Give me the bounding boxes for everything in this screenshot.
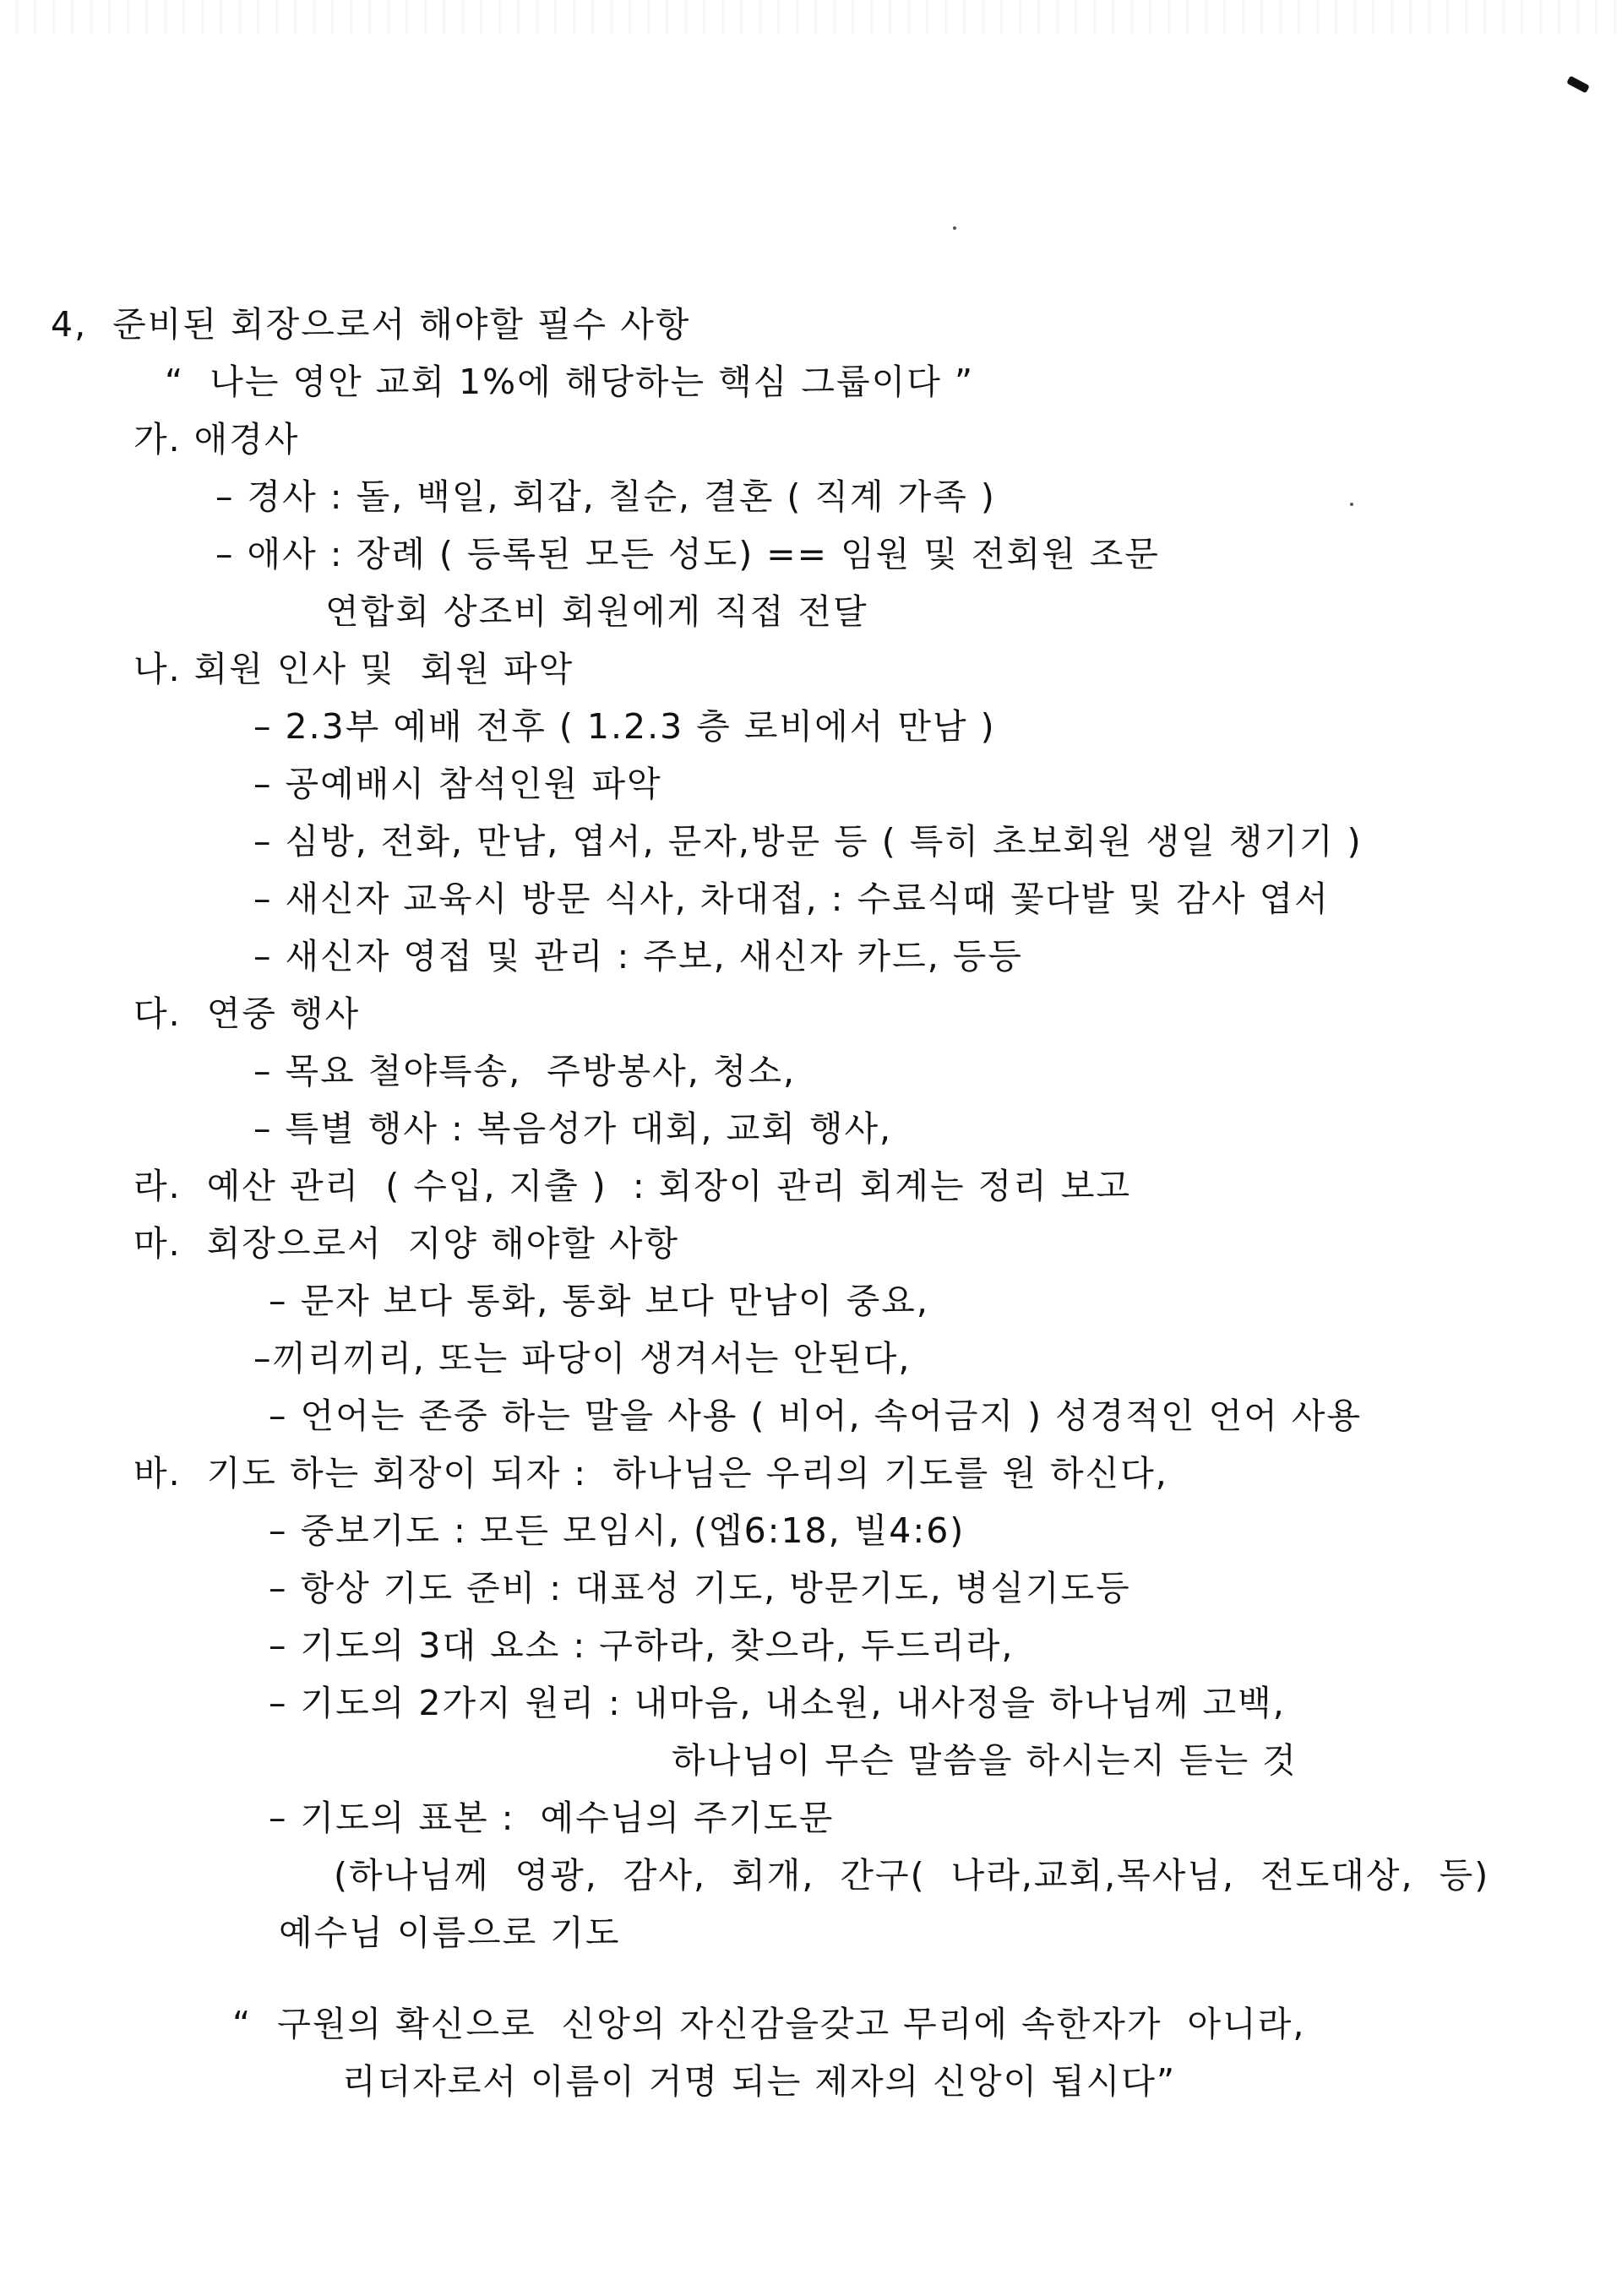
scan-noise-edge bbox=[0, 0, 1622, 34]
section-title: 4, 준비된 회장으로서 해야할 필수 사항 bbox=[51, 304, 691, 345]
closing-quote-line: 리더자로서 이름이 거명 되는 제자의 신앙이 됩시다” bbox=[342, 2061, 1177, 2102]
section-heading: 바. 기도 하는 회장이 되자 : 하나님은 우리의 기도를 원 하신다, bbox=[133, 1453, 1168, 1493]
section-heading: 라. 예산 관리 ( 수입, 지출 ) : 회장이 관리 회계는 정리 보고 bbox=[133, 1166, 1132, 1206]
quote-line: “ 나는 영안 교회 1%에 해당하는 핵심 그룹이다 ” bbox=[165, 362, 975, 402]
list-item: – 2.3부 예배 전후 ( 1.2.3 층 로비에서 만남 ) bbox=[253, 706, 996, 747]
list-item: – 항상 기도 준비 : 대표성 기도, 방문기도, 병실기도등 bbox=[269, 1568, 1131, 1608]
list-item: – 기도의 2가지 원리 : 내마음, 내소원, 내사정을 하나님께 고백, bbox=[269, 1683, 1286, 1723]
list-item: – 기도의 표본 : 예수님의 주기도문 bbox=[269, 1798, 835, 1838]
list-item: – 문자 보다 통화, 통화 보다 만남이 중요, bbox=[269, 1281, 929, 1321]
list-item-continuation: (하나님께 영광, 감사, 회개, 간구( 나라,교회,목사님, 전도대상, 등) bbox=[334, 1855, 1490, 1896]
list-item: – 새신자 교육시 방문 식사, 차대접, : 수료식때 꽃다발 및 감사 엽서 bbox=[253, 879, 1330, 919]
list-item: – 기도의 3대 요소 : 구하라, 찾으라, 두드리라, bbox=[269, 1625, 1015, 1666]
section-heading: 마. 회장으로서 지양 해야할 사항 bbox=[133, 1223, 680, 1264]
list-item: – 목요 철야특송, 주방봉사, 청소, bbox=[253, 1051, 797, 1091]
list-item-continuation: 연합회 상조비 회원에게 직접 전달 bbox=[325, 591, 868, 632]
section-heading: 나. 회원 인사 및 회원 파악 bbox=[133, 649, 574, 689]
list-item: – 애사 : 장례 ( 등록된 모든 성도) == 임원 및 전회원 조문 bbox=[215, 534, 1160, 574]
section-heading: 가. 애경사 bbox=[133, 419, 300, 460]
list-item: –끼리끼리, 또는 파당이 생겨서는 안된다, bbox=[253, 1338, 912, 1379]
list-item: – 특별 행사 : 복음성가 대회, 교회 행사, bbox=[253, 1108, 893, 1149]
list-item: – 경사 : 돌, 백일, 회갑, 칠순, 결혼 ( 직계 가족 ) bbox=[215, 476, 996, 517]
list-item-continuation: 예수님 이름으로 기도 bbox=[279, 1912, 621, 1953]
list-item: – 언어는 존중 하는 말을 사용 ( 비어, 속어금지 ) 성경적인 언어 사용 bbox=[269, 1396, 1363, 1436]
scan-speck-dot bbox=[953, 226, 956, 230]
closing-quote-line: “ 구원의 확신으로 신앙의 자신감을갖고 무리에 속한자가 아니라, bbox=[232, 2004, 1306, 2044]
list-item: – 새신자 영접 및 관리 : 주보, 새신자 카드, 등등 bbox=[253, 936, 1023, 977]
scan-speck-mark bbox=[1566, 75, 1590, 93]
section-heading: 다. 연중 행사 bbox=[133, 993, 361, 1034]
scan-speck-dot bbox=[1350, 503, 1353, 506]
list-item: – 심방, 전화, 만남, 엽서, 문자,방문 등 ( 특히 초보회원 생일 챙기기 ) bbox=[253, 821, 1363, 862]
list-item: – 중보기도 : 모든 모임시, (엡6:18, 빌4:6) bbox=[269, 1510, 966, 1551]
list-item: – 공예배시 참석인원 파악 bbox=[253, 764, 662, 804]
list-item-continuation: 하나님이 무슨 말씀을 하시는지 듣는 것 bbox=[672, 1740, 1298, 1781]
